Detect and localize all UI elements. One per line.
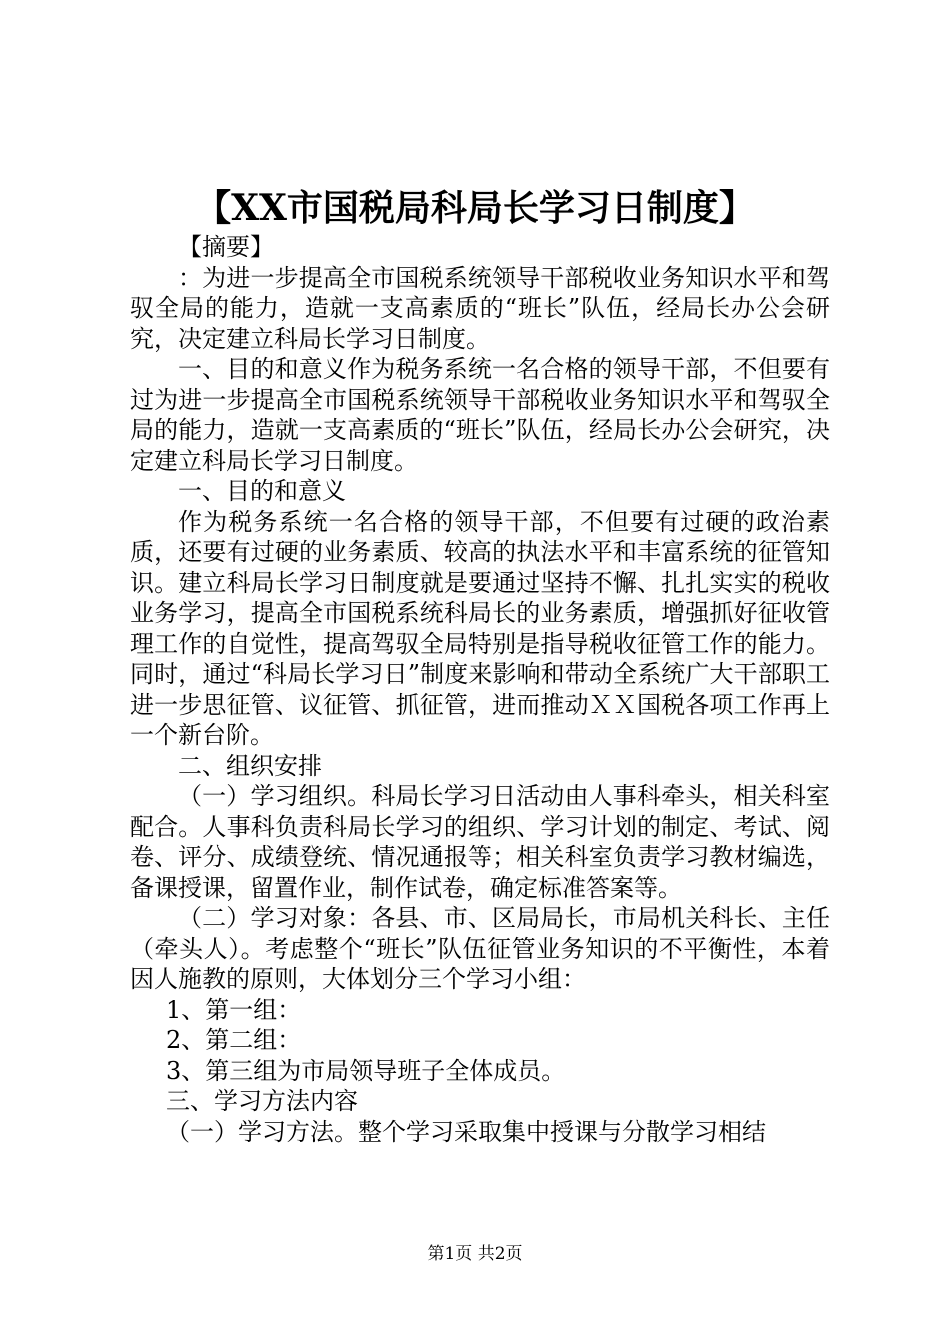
document-body [130, 232, 830, 1147]
list-item-group-1: 1、第一组： [166, 995, 302, 1024]
page-footer: 第1页 共2页 [427, 1244, 523, 1264]
method-paragraph: （一）学习方法。整个学习采取集中授课与分散学习相结 [166, 1117, 766, 1146]
section-heading-organization: 二、组织安排 [178, 751, 322, 780]
abstract-heading: 【摘要】 [178, 233, 274, 261]
abstract-paragraph: ：为进一步提高全市国税系统领导干部税收业务知识水平和驾驭全局的能力，造就一支高素质的“班长”队伍，经局长办公会研究，决定建立科局长学习日制度。 [130, 263, 830, 353]
purpose-paragraph: 作为税务系统一名合格的领导干部，不但要有过硬的政治素质，还要有过硬的业务素质、较高的执法水平和丰富系统的征管知识。建立科局长学习日制度就是要通过坚持不懈、扎扎实实的税收业务学习，提高全市国税系统科局长的业务素质，增强抓好征收管理工作的自觉性，提高驾驭全局特别是指导税收征管工作的能力。同时，通过“科局长学习日”制度来影响和带动全系统广大干部职工进一步思征管、议征管、抓征管，进而推动ＸＸ国税各项工作再上一个新台阶。 [130, 507, 830, 749]
purpose-summary-paragraph: 一、目的和意义作为税务系统一名合格的领导干部，不但要有过为进一步提高全市国税系统领导干部税收业务知识水平和驾驭全局的能力，造就一支高素质的“班长”队伍，经局长办公会研究，决定建立科局长学习日制度。 [130, 355, 830, 475]
page-title: 【XX市国税局科局长学习日制度】 [195, 187, 755, 229]
organization-paragraph-1: （一）学习组织。科局长学习日活动由人事科牵头，相关科室配合。人事科负责科局长学习的组织、学习计划的制定、考试、阅卷、评分、成绩登统、情况通报等；相关科室负责学习教材编选，备课授课，留置作业，制作试卷，确定标准答案等。 [130, 782, 830, 902]
section-heading-method: 三、学习方法内容 [166, 1087, 358, 1115]
list-item-group-2: 2、第二组： [166, 1026, 302, 1054]
organization-paragraph-2: （二）学习对象：各县、市、区局局长，市局机关科长、主任（牵头人）。考虑整个“班长”队伍征管业务知识的不平衡性，本着因人施教的原则，大体划分三个学习小组： [130, 904, 830, 993]
list-item-group-3: 3、第三组为市局领导班子全体成员。 [166, 1056, 566, 1085]
section-heading-purpose: 一、目的和意义 [178, 477, 346, 505]
